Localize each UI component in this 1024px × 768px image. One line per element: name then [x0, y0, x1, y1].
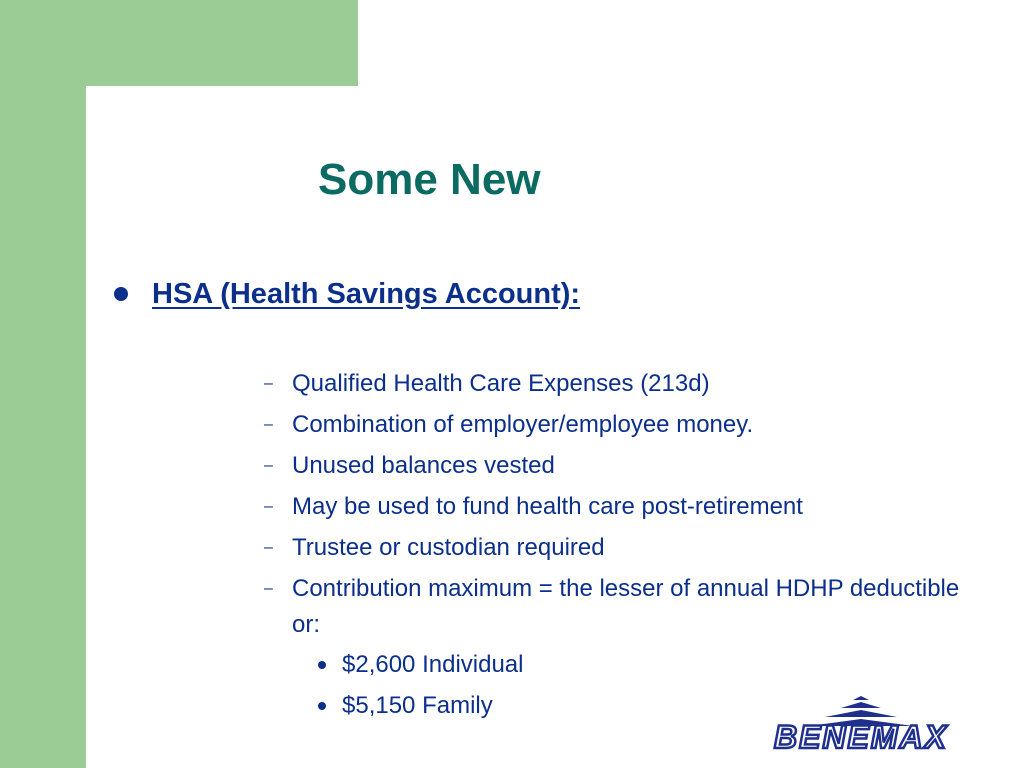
small-bullet-dot-icon — [318, 661, 326, 669]
dash-icon: – — [264, 498, 273, 515]
sub-bullet-text: Qualified Health Care Expenses (213d) — [292, 370, 710, 397]
slide-title: Some New — [318, 155, 541, 204]
sub-sub-bullet-text: $2,600 Individual — [342, 651, 524, 678]
sub-sub-bullet-item — [318, 688, 523, 724]
sub-sub-bullet-list — [318, 647, 523, 729]
dash-icon: – — [264, 580, 273, 597]
green-sidebar-band — [0, 0, 86, 768]
logo-wordmark: BENEMAX — [773, 719, 949, 755]
sub-bullet-text: Trustee or custodian required — [292, 534, 605, 561]
small-bullet-dot-icon — [318, 702, 326, 710]
dash-icon: – — [264, 539, 273, 556]
green-top-band — [0, 0, 358, 86]
sub-bullet-text: Contribution maximum = the lesser of annual HDHP deductible or: — [292, 575, 960, 638]
sub-bullet-item — [264, 407, 964, 443]
sub-bullet-text: Combination of employer/employee money. — [292, 411, 754, 438]
dash-icon: – — [264, 375, 273, 392]
main-bullet-text: HSA (Health Savings Account): — [152, 277, 581, 310]
sub-bullet-text: May be used to fund health care post-retirement — [292, 493, 803, 520]
sub-bullet-item — [264, 489, 964, 525]
sub-bullet-item — [264, 448, 964, 484]
main-bullet — [114, 272, 580, 316]
bullet-dot-icon — [114, 287, 128, 301]
sub-bullet-item — [264, 571, 964, 643]
sub-sub-bullet-text: $5,150 Family — [342, 692, 493, 719]
sub-bullet-item — [264, 530, 964, 566]
sub-sub-bullet-item — [318, 647, 523, 683]
sub-bullet-list — [264, 366, 964, 648]
sub-bullet-item — [264, 366, 964, 402]
dash-icon: – — [264, 416, 273, 433]
sub-bullet-text: Unused balances vested — [292, 452, 555, 479]
dash-icon: – — [264, 457, 273, 474]
benemax-logo — [732, 690, 990, 760]
